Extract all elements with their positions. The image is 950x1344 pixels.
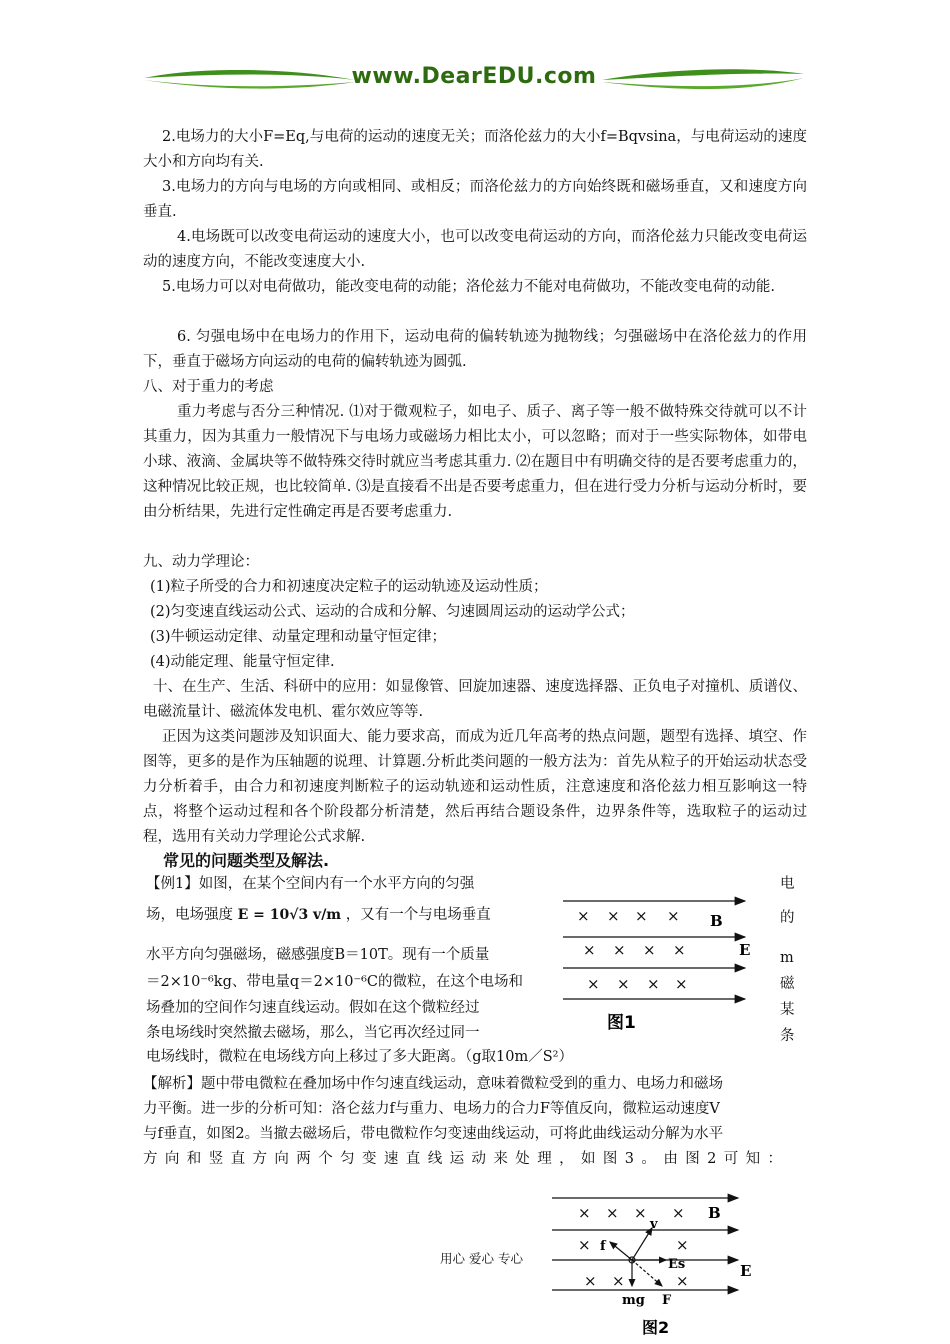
cross-mark: × [634,1204,647,1222]
cross-mark: × [673,941,686,959]
cross-mark: × [612,1272,625,1290]
magnetic-field-crosses [578,1204,689,1290]
analysis-line-1: 【解析】题中带电微粒在叠加场中作匀速直线运动，意味着微粒受到的重力、电场力和磁场 [143,1076,723,1092]
site-header-banner [140,62,808,96]
cross-mark: × [577,907,590,925]
cross-mark: × [676,1236,689,1254]
cross-mark: × [606,1204,619,1222]
section-9-item-3: (3)牛顿运动定律、动量定理和动量守恒定律； [150,629,447,645]
fig2-label-E: E [740,1262,752,1280]
example1-right-char-5: 某 [780,1002,795,1018]
cross-mark: × [643,941,656,959]
fig2-label-Es: Es [668,1257,686,1272]
example1-right-char-1: 电 [780,876,795,892]
section-heading: 常见的问题类型及解法. [163,851,330,870]
example1-line-7: 电场线时，微粒在电场线方向上移过了多大距离。（g取10m／S²） [146,1049,573,1065]
section-9-title: 九、动力学理论： [143,554,259,570]
analysis-line-2: 力平衡。进一步的分析可知：洛仑兹力f与重力、电场力的合力F等值反向，微粒运动速度V [143,1101,720,1117]
fig1-label-E: E [739,941,751,959]
example1-line-1: 【例1】如图，在某个空间内有一个水平方向的匀强 [146,876,475,892]
paragraph-5: 5.电场力可以对电荷做功，能改变电荷的动能；洛伦兹力不能对电荷做功，不能改变电荷的动能. [162,279,775,295]
example1-right-char-6: 条 [780,1028,795,1044]
cross-mark: × [667,907,680,925]
cross-mark: × [647,975,660,993]
section-8-body: 重力考虑与否分三种情况. ⑴对于微观粒子，如电子、质子、离子等一般不做特殊交待就可以不计其重力，因为其重力一般情况下与电场力或磁场力相比太小，可以忽略；而对于一些实际物体，如带电小球、液滴、金属块等不做特殊交待时就应当考虑其重力. ⑵在题目中有明确交待的是否要考虑重力的，这种情况比较正规，也比较简单. ⑶是直接看不出是否要考虑重力，但在进行受力分析与运动分析时，要由分析结果，先进行定性确定再是否要考虑重力. [143,404,807,520]
paragraph-3: 3.电场力的方向与电场的方向或相同、或相反；而洛伦兹力的方向始终既和磁场垂直，又和速度方向垂直. [143,179,807,220]
analysis-line-3: 与f垂直，如图2。当撤去磁场后，带电微粒作匀变速曲线运动，可将此曲线运动分解为水平 [143,1126,724,1142]
fig1-label-B: B [710,912,723,930]
page-footer: 用心 爱心 专心 [440,1251,523,1266]
figure-1 [555,895,765,1035]
fig2-label-F: F [662,1293,672,1308]
cross-mark: × [607,907,620,925]
example1-line-4: ＝2×10⁻⁶kg、带电量q＝2×10⁻⁶C的微粒，在这个电场和 [146,974,524,990]
field-strength-formula: E = 10√3 v/m [237,907,342,923]
section-9-item-1: (1)粒子所受的合力和初速度决定粒子的运动轨迹及运动性质； [150,579,548,595]
cross-mark: × [676,1272,689,1290]
example1-line-2a: 场，电场强度 [146,907,233,923]
section-9-item-4: (4)动能定理、能量守恒定律. [150,654,335,670]
section-8-title: 八、对于重力的考虑 [143,379,274,395]
example1-line-2 [146,903,491,928]
fig1-caption: 图1 [607,1013,636,1033]
example1-right-char-4: 磁 [780,976,795,992]
cross-mark: × [617,975,630,993]
example1-right-char-3: m [780,950,794,966]
section-9-item-2: (2)匀变速直线运动公式、运动的合成和分解、匀速圆周运动的运动学公式； [150,604,635,620]
cross-mark: × [584,1272,597,1290]
section-11: 正因为这类问题涉及知识面大、能力要求高，而成为近几年高考的热点问题，题型有选择、填空、作图等，更多的是作为压轴题的说理、计算题.分析此类问题的一般方法为：首先从粒子的开始运动状态受力分析着手，由合力和初速度判断粒子的运动轨迹和运动性质，注意速度和洛伦兹力相互影响这一特点，将整个运动过程和各个阶段都分析清楚，然后再结合题设条件，边界条件等，选取粒子的运动过程，选用有关动力学理论公式求解. [143,729,807,845]
cross-mark: × [587,975,600,993]
fig2-label-v: v [650,1217,658,1232]
example1-line-2b: ，又有一个与电场垂直 [345,907,491,923]
fig2-label-mg: mg [622,1293,645,1308]
section-10: 十、在生产、生活、科研中的应用：如显像管、回旋加速器、速度选择器、正负电子对撞机、质谱仪、电磁流量计、磁流体发电机、霍尔效应等等. [143,679,807,720]
fig2-label-f: f [600,1239,606,1254]
fig2-caption: 图2 [642,1318,670,1337]
example1-line-3: 水平方向匀强磁场，磁感强度B＝10T。现有一个质量 [146,947,490,963]
cross-mark: × [672,1204,685,1222]
magnetic-field-crosses [577,907,688,993]
example1-line-6: 条电场线时突然撤去磁场，那么，当它再次经过同一 [146,1025,480,1041]
site-name: www.DearEDU.com [351,64,597,89]
cross-mark: × [635,907,648,925]
paragraph-2: 2.电场力的大小F=Eq,与电荷的运动的速度无关；而洛伦兹力的大小f=Bqvsina，与电荷运动的速度大小和方向均有关. [143,129,807,170]
cross-mark: × [613,941,626,959]
analysis-line-4: 方向和竖直方向两个匀变速直线运动来处理，如图3。由图2可知： [143,1151,790,1167]
example1-line-5: 场叠加的空间作匀速直线运动。假如在这个微粒经过 [146,1000,480,1016]
cross-mark: × [578,1236,591,1254]
cross-mark: × [675,975,688,993]
paragraph-4: 4.电场既可以改变电荷运动的速度大小，也可以改变电荷运动的方向，而洛伦兹力只能改变电荷运动的速度方向，不能改变速度大小. [143,229,807,270]
paragraph-6: 6. 匀强电场中在电场力的作用下，运动电荷的偏转轨迹为抛物线；匀强磁场中在洛伦兹力的作用下，垂直于磁场方向运动的电荷的偏转轨迹为圆弧. [143,329,807,370]
figure-2 [548,1192,768,1342]
example1-right-char-2: 的 [780,910,795,926]
cross-mark: × [583,941,596,959]
fig2-label-B: B [708,1204,721,1222]
cross-mark: × [578,1204,591,1222]
